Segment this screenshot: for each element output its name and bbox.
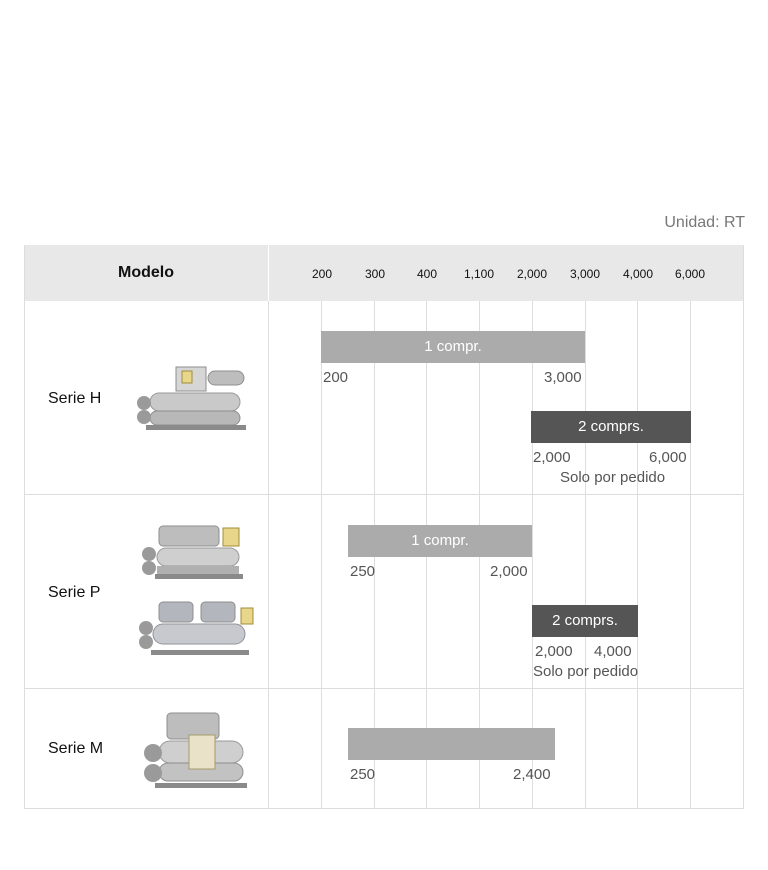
row-separator [24, 688, 744, 689]
range-min: 250 [350, 766, 376, 783]
bar-serie-m [348, 728, 555, 760]
capacity-table [24, 245, 744, 810]
unit-label: Unidad: RT [664, 214, 745, 231]
tick-label: 6,000 [674, 267, 706, 281]
tick-label: 2,000 [516, 267, 548, 281]
bar-serie-h-2comprs: 2 comprs. [531, 411, 691, 443]
order-note: Solo por pedido [533, 663, 639, 680]
grid-line [585, 301, 586, 809]
range-max: 3,000 [544, 369, 582, 386]
tick-label: 200 [311, 267, 333, 281]
row-name-serie-m: Serie M [48, 740, 104, 757]
order-note: Solo por pedido [560, 469, 666, 486]
range-min: 2,000 [533, 449, 571, 466]
bar-serie-p-1compr: 1 compr. [348, 525, 532, 557]
grid-line [637, 301, 638, 809]
row-name-serie-h: Serie H [48, 390, 102, 407]
range-min: 2,000 [535, 643, 573, 660]
grid-line [690, 301, 691, 809]
tick-label: 300 [364, 267, 386, 281]
range-max: 4,000 [594, 643, 632, 660]
model-column-header: Modelo [118, 264, 174, 281]
row-separator [24, 494, 744, 495]
bar-serie-h-1compr: 1 compr. [321, 331, 585, 363]
range-min: 200 [323, 369, 349, 386]
tick-label: 400 [416, 267, 438, 281]
range-max: 2,400 [513, 766, 551, 783]
tick-label: 1,100 [463, 267, 495, 281]
tick-label: 4,000 [622, 267, 654, 281]
grid-line [268, 301, 269, 809]
range-min: 250 [350, 563, 376, 580]
chiller-p-image-top [137, 520, 247, 590]
tick-label: 3,000 [569, 267, 601, 281]
row-name-serie-p: Serie P [48, 584, 101, 601]
range-max: 6,000 [649, 449, 687, 466]
bar-serie-p-2comprs: 2 comprs. [532, 605, 638, 637]
chiller-h-image [136, 361, 256, 435]
range-max: 2,000 [490, 563, 528, 580]
grid-line [321, 301, 322, 809]
chiller-m-image [139, 707, 251, 793]
chiller-p-image-bottom [137, 596, 255, 664]
